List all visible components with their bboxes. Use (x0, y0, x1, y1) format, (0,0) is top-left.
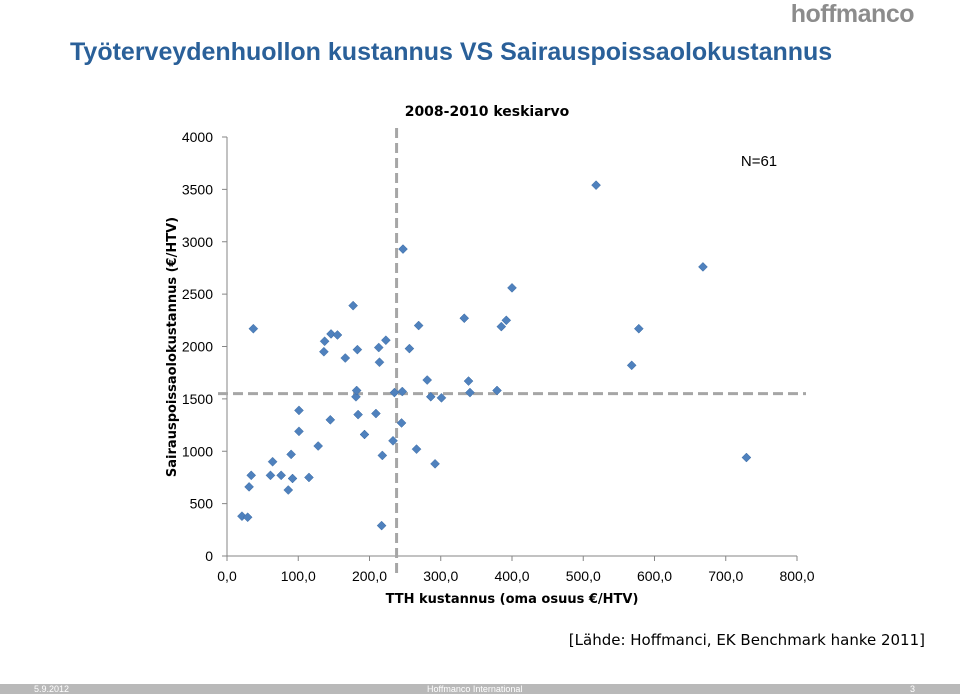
data-point (377, 521, 386, 530)
x-tick-label: 100,0 (280, 568, 316, 584)
x-tick-label: 700,0 (708, 568, 744, 584)
data-point (294, 406, 303, 415)
data-point (502, 316, 511, 325)
n-annotation: N=61 (740, 153, 778, 170)
data-point (319, 347, 328, 356)
hoffmanco-logo: hoffmanco (790, 0, 914, 28)
data-point (375, 358, 384, 367)
data-point (508, 283, 517, 292)
data-point (414, 321, 423, 330)
data-point (398, 245, 407, 254)
data-point (371, 409, 380, 418)
data-point (268, 457, 277, 466)
data-point (277, 471, 286, 480)
y-axis-label: Sairauspoissaolokustannus (€/HTV) (165, 216, 180, 478)
slide-title: Työterveydenhuollon kustannus VS Sairauspoissaolokustannus (70, 38, 833, 66)
data-point (288, 474, 297, 483)
data-point (460, 314, 469, 323)
data-point (431, 459, 440, 468)
y-tick-label: 4000 (181, 129, 213, 145)
x-tick-label: 400,0 (494, 568, 530, 584)
data-point (412, 445, 421, 454)
x-tick-label: 0,0 (217, 568, 237, 584)
data-point (592, 181, 601, 190)
data-point (698, 262, 707, 271)
x-axis-label: TTH kustannus (oma osuus €/HTV) (385, 592, 639, 607)
x-tick-label: 600,0 (636, 568, 673, 584)
data-point (360, 430, 369, 439)
source-note: [Lähde: Hoffmanci, EK Benchmark hanke 2011] (568, 631, 925, 649)
data-point (333, 330, 342, 339)
data-point (353, 345, 362, 354)
data-point (465, 388, 474, 397)
data-point (341, 354, 350, 363)
chart-title: 2008-2010 keskiarvo (404, 104, 570, 120)
y-tick-label: 2500 (181, 286, 213, 303)
data-point (294, 427, 303, 436)
data-point (326, 415, 335, 424)
data-point (249, 324, 258, 333)
y-tick-label: 3000 (181, 233, 213, 250)
data-point (354, 410, 363, 419)
data-point (266, 471, 275, 480)
x-tick-label: 800,0 (779, 568, 815, 584)
footer-date: 5.9.2012 (34, 684, 70, 694)
data-point (349, 301, 358, 310)
footer-bar (0, 684, 960, 694)
data-point (378, 451, 387, 460)
data-point (627, 361, 636, 370)
data-point (742, 453, 751, 462)
y-tick-label: 2000 (181, 338, 213, 355)
data-point (304, 473, 313, 482)
footer-company: Hoffmanco International (427, 684, 523, 694)
y-tick-label: 1500 (181, 390, 213, 407)
data-point (245, 482, 254, 491)
y-tick-label: 0 (205, 548, 213, 564)
data-point (284, 486, 293, 495)
data-point (423, 376, 432, 385)
chart-axes (182, 129, 815, 584)
data-point (320, 337, 329, 346)
data-point (497, 322, 506, 331)
page-number: 3 (910, 684, 916, 694)
data-point (247, 471, 256, 480)
data-point (381, 336, 390, 345)
reference-lines (218, 128, 806, 574)
data-point (397, 418, 406, 427)
y-tick-label: 1000 (181, 443, 213, 460)
y-tick-label: 3500 (181, 181, 213, 198)
data-point (405, 344, 414, 353)
x-tick-label: 300,0 (423, 568, 459, 584)
data-point (464, 377, 473, 386)
data-points (237, 181, 750, 530)
data-point (634, 324, 643, 333)
x-tick-label: 200,0 (351, 568, 388, 584)
data-point (287, 450, 296, 459)
x-tick-label: 500,0 (565, 568, 601, 584)
data-point (374, 343, 383, 352)
y-tick-label: 500 (189, 495, 213, 512)
data-point (314, 442, 323, 451)
